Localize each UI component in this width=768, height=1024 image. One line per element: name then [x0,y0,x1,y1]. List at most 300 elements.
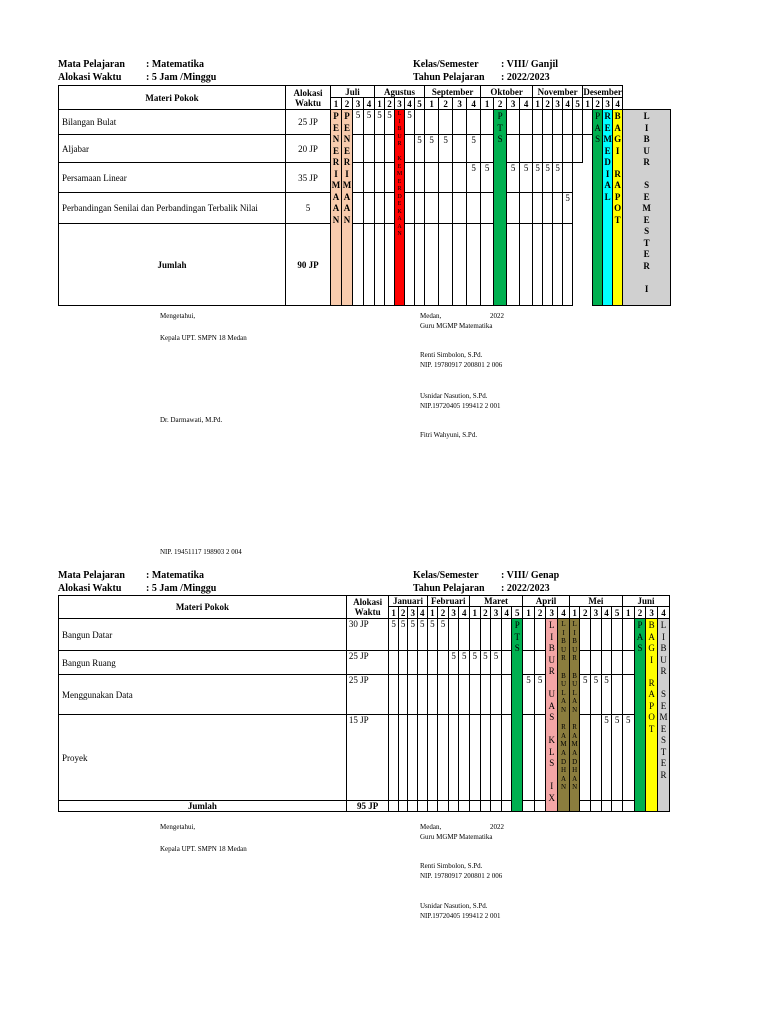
week-number: 5 [415,98,425,110]
schedule-cell [501,675,512,715]
schedule-cell [375,193,385,224]
sig1-guru-mgmp: Guru MGMP Matematika [420,322,493,330]
schedule-cell [520,193,533,224]
s2-month-februari: Februari [427,596,469,607]
schedule-cell [470,801,481,812]
s2-pts: P T S [512,619,523,812]
s2-mapel-label: Mata Pelajaran [58,570,125,581]
s1-month-oktober: Oktober [481,86,533,98]
s1-penerimaan-2: P E N E R I M A A N [342,110,353,306]
s1-kelas-label: Kelas/Semester [413,59,479,70]
sig1-mengetahui: Mengetahui, [160,312,196,320]
schedule-cell [405,224,415,306]
week-number: 3 [646,607,658,619]
s2-materi-cell: Menggunakan Data [59,675,347,715]
schedule-cell [580,619,591,651]
s2-tahun-label: Tahun Pelajaran [413,583,485,594]
week-number: 5 [512,607,523,619]
week-number: 3 [408,607,418,619]
s1-month-desember: Desember [583,86,622,97]
schedule-cell: 5 [523,675,535,715]
sig2-year: 2022 [490,823,504,831]
schedule-cell [364,163,375,193]
week-number: 3 [453,98,467,110]
week-number: 4 [467,98,481,110]
s1-tahun-label: Tahun Pelajaran [413,72,485,83]
s2-alokasi-label: Alokasi Waktu [58,583,122,594]
week-number: 1 [523,607,535,619]
schedule-cell [415,163,425,193]
s1-alokasi-value: : 5 Jam /Minggu [146,72,217,83]
s2-pas: P A S [634,619,646,812]
schedule-cell [563,135,573,163]
week-number: 3 [395,98,405,110]
week-number: 4 [459,607,470,619]
schedule-cell [398,715,408,801]
schedule-cell: 5 [480,651,491,675]
schedule-cell [353,135,364,163]
week-number: 2 [385,98,395,110]
schedule-cell: 5 [415,135,425,163]
s1-tahun-value: : 2022/2023 [501,72,550,83]
schedule-cell [580,801,591,812]
schedule-cell [385,193,395,224]
schedule-cell [533,135,543,163]
s2-jp-cell: 25 JP [346,675,388,715]
sig1-guru2-name: Usnidar Nasution, S.Pd. [420,392,488,400]
schedule-cell [398,675,408,715]
s2-libur-bulan-ramadhan-2: L I B U R B U L A N R A M A D H A N [569,619,580,812]
week-number: 2 [580,607,591,619]
schedule-cell [553,135,563,163]
schedule-cell [385,224,395,306]
schedule-cell [459,675,470,715]
schedule-cell [523,651,535,675]
schedule-cell [543,193,553,224]
sig1-kepsek-nip: NIP. 19451117 198903 2 004 [160,548,242,556]
schedule-cell: 5 [353,110,364,135]
schedule-cell: 5 [481,163,494,193]
schedule-cell [480,801,491,812]
week-number: 5 [612,607,623,619]
s1-libur-semester: L I B U R S E M E S T E R I [623,110,671,306]
schedule-cell [438,715,449,801]
s2-schedule-table [58,595,670,812]
schedule-cell: 5 [601,715,612,801]
s2-libur-semester: L I B U R S E M E S T E R [657,619,669,812]
schedule-cell [580,651,591,675]
schedule-cell: 5 [438,619,449,651]
schedule-cell: 5 [439,135,453,163]
schedule-cell [448,715,459,801]
schedule-cell: 5 [375,110,385,135]
schedule-cell [438,675,449,715]
schedule-cell [385,163,395,193]
s1-jp-cell: 35 JP [286,163,331,193]
week-number: 4 [563,98,573,110]
sig2-guru1-nip: NIP. 19780917 200801 2 006 [420,872,503,880]
schedule-cell [439,110,453,135]
schedule-cell: 5 [467,163,481,193]
s2-month-juni: Juni [622,596,669,607]
schedule-cell [591,801,602,812]
week-number: 3 [546,607,558,619]
sig1-medan: Medan, [420,312,442,320]
schedule-cell: 5 [427,619,438,651]
schedule-cell [507,110,520,135]
schedule-cell [591,619,602,651]
s1-month-agustus: Agustus [375,86,425,98]
schedule-cell [523,715,535,801]
schedule-cell: 5 [612,715,623,801]
schedule-cell [553,193,563,224]
schedule-cell: 5 [543,163,553,193]
week-number: 2 [634,607,646,619]
schedule-cell [439,193,453,224]
s1-jp-cell: 5 [286,193,331,224]
schedule-cell [534,619,546,651]
s2-alokasi-value: : 5 Jam /Minggu [146,583,217,594]
schedule-cell [481,193,494,224]
schedule-cell [612,651,623,675]
schedule-cell [491,801,502,812]
schedule-cell [601,651,612,675]
s2-jumlah-value: 95 JP [346,801,388,812]
week-number: 2 [593,98,603,110]
schedule-cell [480,675,491,715]
schedule-cell [543,110,553,135]
s2-bagi-rapot: B A G I R A P O T [646,619,658,812]
week-number: 1 [375,98,385,110]
schedule-cell [389,675,399,715]
s1-materi-cell: Perbandingan Senilai dan Perbandingan Terbalik Nilai [59,193,286,224]
schedule-cell [459,801,470,812]
s1-mapel-label: Mata Pelajaran [58,59,125,70]
schedule-cell: 5 [425,135,439,163]
week-number: 2 [438,607,449,619]
sig1-guru1-name: Renti Simbolon, S.Pd. [420,351,483,359]
schedule-cell [601,619,612,651]
schedule-cell [385,135,395,163]
schedule-cell [375,224,385,306]
schedule-cell [427,715,438,801]
week-number: 4 [520,98,533,110]
week-number: 1 [569,607,580,619]
s1-jp-cell: 20 JP [286,135,331,163]
schedule-cell [523,801,535,812]
s1-month-september: September [425,86,481,98]
s2-month-januari: Januari [389,596,427,607]
sig2-mengetahui: Mengetahui, [160,823,196,831]
schedule-cell [453,110,467,135]
schedule-cell [425,224,439,306]
s1-month-november: November [533,86,583,98]
week-number: 4 [601,607,612,619]
sig2-medan: Medan, [420,823,442,831]
week-number: 2 [439,98,453,110]
week-number: 3 [353,98,364,110]
schedule-cell: 5 [467,135,481,163]
schedule-cell [438,801,449,812]
schedule-cell [415,224,425,306]
schedule-cell [622,651,634,675]
schedule-cell [375,163,385,193]
schedule-cell [622,675,634,715]
schedule-cell [491,675,502,715]
sig1-kepsek-name: Dr. Darmawati, M.Pd. [160,416,223,424]
schedule-cell [481,135,494,163]
schedule-cell [448,619,459,651]
schedule-cell [408,651,418,675]
schedule-cell [364,224,375,306]
schedule-cell [425,163,439,193]
schedule-cell [480,619,491,651]
s1-jumlah-value: 90 JP [286,224,331,306]
week-number: 4 [613,98,623,110]
schedule-cell: 5 [459,651,470,675]
week-number: 2 [543,98,553,110]
schedule-cell [533,224,543,306]
week-number: 4 [405,98,415,110]
schedule-cell [467,224,481,306]
s1-bagi-rapot: B A G I R A P O T [613,110,623,306]
week-number: 3 [553,98,563,110]
s1-materi-cell: Bilangan Bulat [59,110,286,135]
schedule-cell [563,110,573,135]
schedule-cell [425,110,439,135]
schedule-cell [418,651,428,675]
schedule-cell [501,801,512,812]
schedule-cell: 5 [533,163,543,193]
schedule-cell [389,651,399,675]
s2-month-maret: Maret [470,596,523,607]
schedule-cell [427,675,438,715]
s1-libur-kemerdekaan: L I B U R K E M E R D E K A A N [395,110,405,306]
s1-jp-cell: 25 JP [286,110,331,135]
schedule-cell [408,715,418,801]
schedule-cell [408,675,418,715]
schedule-cell [520,224,533,306]
sig2-kepala: Kepala UPT. SMPN 18 Medan [160,845,247,853]
s2-materi-cell: Proyek [59,715,347,801]
schedule-cell [622,801,634,812]
s1-month-juli: Juli [331,86,375,98]
schedule-cell [583,110,593,135]
schedule-cell [467,110,481,135]
sig1-guru1-nip: NIP. 19780917 200801 2 006 [420,361,503,369]
s2-libur-bulan-ramadhan-1: L I B U R B U L A N R A M A D H A N [558,619,570,812]
schedule-cell [523,619,535,651]
week-number: 3 [591,607,602,619]
schedule-cell [438,651,449,675]
schedule-cell [470,619,481,651]
schedule-cell [543,224,553,306]
s1-materi-cell: Aljabar [59,135,286,163]
s1-kelas-value: : VIII/ Ganjil [501,59,559,70]
s2-header-alokasi: Alokasi Waktu [346,596,388,619]
week-number: 4 [418,607,428,619]
schedule-cell [480,715,491,801]
s2-jp-cell: 15 JP [346,715,388,801]
week-number: 1 [481,98,494,110]
week-number: 1 [427,607,438,619]
s2-kelas-value: : VIII/ Genap [501,570,560,581]
schedule-cell: 5 [470,651,481,675]
s2-mapel-value: : Matematika [146,570,205,581]
s1-schedule-table [58,85,671,306]
schedule-cell: 5 [418,619,428,651]
s2-materi-cell: Bangun Ruang [59,651,347,675]
schedule-cell [491,619,502,651]
schedule-cell [520,135,533,163]
schedule-cell: 5 [580,675,591,715]
schedule-cell [439,163,453,193]
schedule-cell [389,801,399,812]
s1-remedial: R E M E D I A L [603,110,613,306]
schedule-cell [353,193,364,224]
week-number: 4 [501,607,512,619]
s1-pts: P T S [494,110,507,306]
s1-materi-cell: Persamaan Linear [59,163,286,193]
schedule-cell [418,801,428,812]
schedule-cell [622,619,634,651]
s1-mapel-value: : Matematika [146,59,205,70]
week-number: 1 [622,607,634,619]
schedule-cell [398,801,408,812]
s2-month-mei: Mei [569,596,622,607]
sig1-year: 2022 [490,312,504,320]
schedule-cell: 5 [405,110,415,135]
schedule-cell [453,224,467,306]
schedule-cell: 5 [520,163,533,193]
week-number: 1 [425,98,439,110]
sig1-guru3-name: Fitri Wahyuni, S.Pd. [420,431,478,439]
schedule-cell [364,135,375,163]
schedule-cell [439,224,453,306]
schedule-cell [573,110,583,135]
schedule-cell [353,163,364,193]
s2-kelas-label: Kelas/Semester [413,570,479,581]
schedule-cell [459,715,470,801]
schedule-cell [591,651,602,675]
week-number: 4 [364,98,375,110]
schedule-cell [418,715,428,801]
s2-month-april: April [523,596,570,607]
schedule-cell [375,135,385,163]
schedule-cell: 5 [398,619,408,651]
schedule-cell [507,224,520,306]
schedule-cell [415,193,425,224]
schedule-cell [612,619,623,651]
schedule-cell [520,110,533,135]
schedule-cell [470,675,481,715]
schedule-cell [453,193,467,224]
schedule-cell [453,163,467,193]
schedule-cell [405,135,415,163]
schedule-cell [543,135,553,163]
schedule-cell [453,135,467,163]
schedule-cell: 5 [385,110,395,135]
schedule-cell [448,675,459,715]
sig2-guru2-nip: NIP.19720405 199412 2 001 [420,912,501,920]
s2-jp-cell: 30 JP [346,619,388,651]
week-number: 4 [558,607,570,619]
schedule-cell [507,135,520,163]
schedule-cell [573,135,583,163]
week-number: 3 [507,98,520,110]
week-number: 2 [398,607,408,619]
week-number: 2 [342,98,353,110]
s2-materi-cell: Bangun Datar [59,619,347,651]
week-number: 5 [573,98,583,110]
schedule-cell: 5 [534,675,546,715]
schedule-cell [467,193,481,224]
schedule-cell [553,110,563,135]
s2-header-materi: Materi Pokok [59,596,347,619]
week-number: 1 [389,607,399,619]
schedule-cell [459,619,470,651]
schedule-cell: 5 [364,110,375,135]
schedule-cell: 5 [591,675,602,715]
schedule-cell [408,801,418,812]
schedule-cell [501,619,512,651]
schedule-cell [364,193,375,224]
sig1-guru2-nip: NIP.19720405 199412 2 001 [420,402,501,410]
schedule-cell [501,651,512,675]
week-number: 2 [534,607,546,619]
schedule-cell [563,163,573,193]
week-number: 2 [480,607,491,619]
schedule-cell [470,715,481,801]
schedule-cell [534,715,546,801]
schedule-cell: 5 [448,651,459,675]
schedule-cell: 5 [601,675,612,715]
schedule-cell [501,715,512,801]
week-number: 2 [494,98,507,110]
sig2-guru-mgmp: Guru MGMP Matematika [420,833,493,841]
week-number: 1 [331,98,342,110]
schedule-cell: 5 [491,651,502,675]
sig2-guru1-name: Renti Simbolon, S.Pd. [420,862,483,870]
week-number: 4 [657,607,669,619]
s2-tahun-value: : 2022/2023 [501,583,550,594]
schedule-cell [425,193,439,224]
schedule-cell [415,110,425,135]
schedule-cell [534,801,546,812]
schedule-cell [427,801,438,812]
week-number: 3 [448,607,459,619]
sig1-kepala: Kepala UPT. SMPN 18 Medan [160,334,247,342]
schedule-cell: 5 [553,163,563,193]
schedule-cell: 5 [622,715,634,801]
s1-pas: P A S [593,110,603,306]
week-number: 1 [583,98,593,110]
schedule-cell [612,801,623,812]
week-number: 1 [533,98,543,110]
s2-jp-cell: 25 JP [346,651,388,675]
schedule-cell [534,651,546,675]
schedule-cell [553,224,563,306]
schedule-cell [591,715,602,801]
schedule-cell [353,224,364,306]
schedule-cell [601,801,612,812]
sig2-guru2-name: Usnidar Nasution, S.Pd. [420,902,488,910]
schedule-cell [533,193,543,224]
s1-penerimaan-1: P E N E R I M A A N [331,110,342,306]
schedule-cell [418,675,428,715]
schedule-cell [481,110,494,135]
schedule-cell [533,110,543,135]
